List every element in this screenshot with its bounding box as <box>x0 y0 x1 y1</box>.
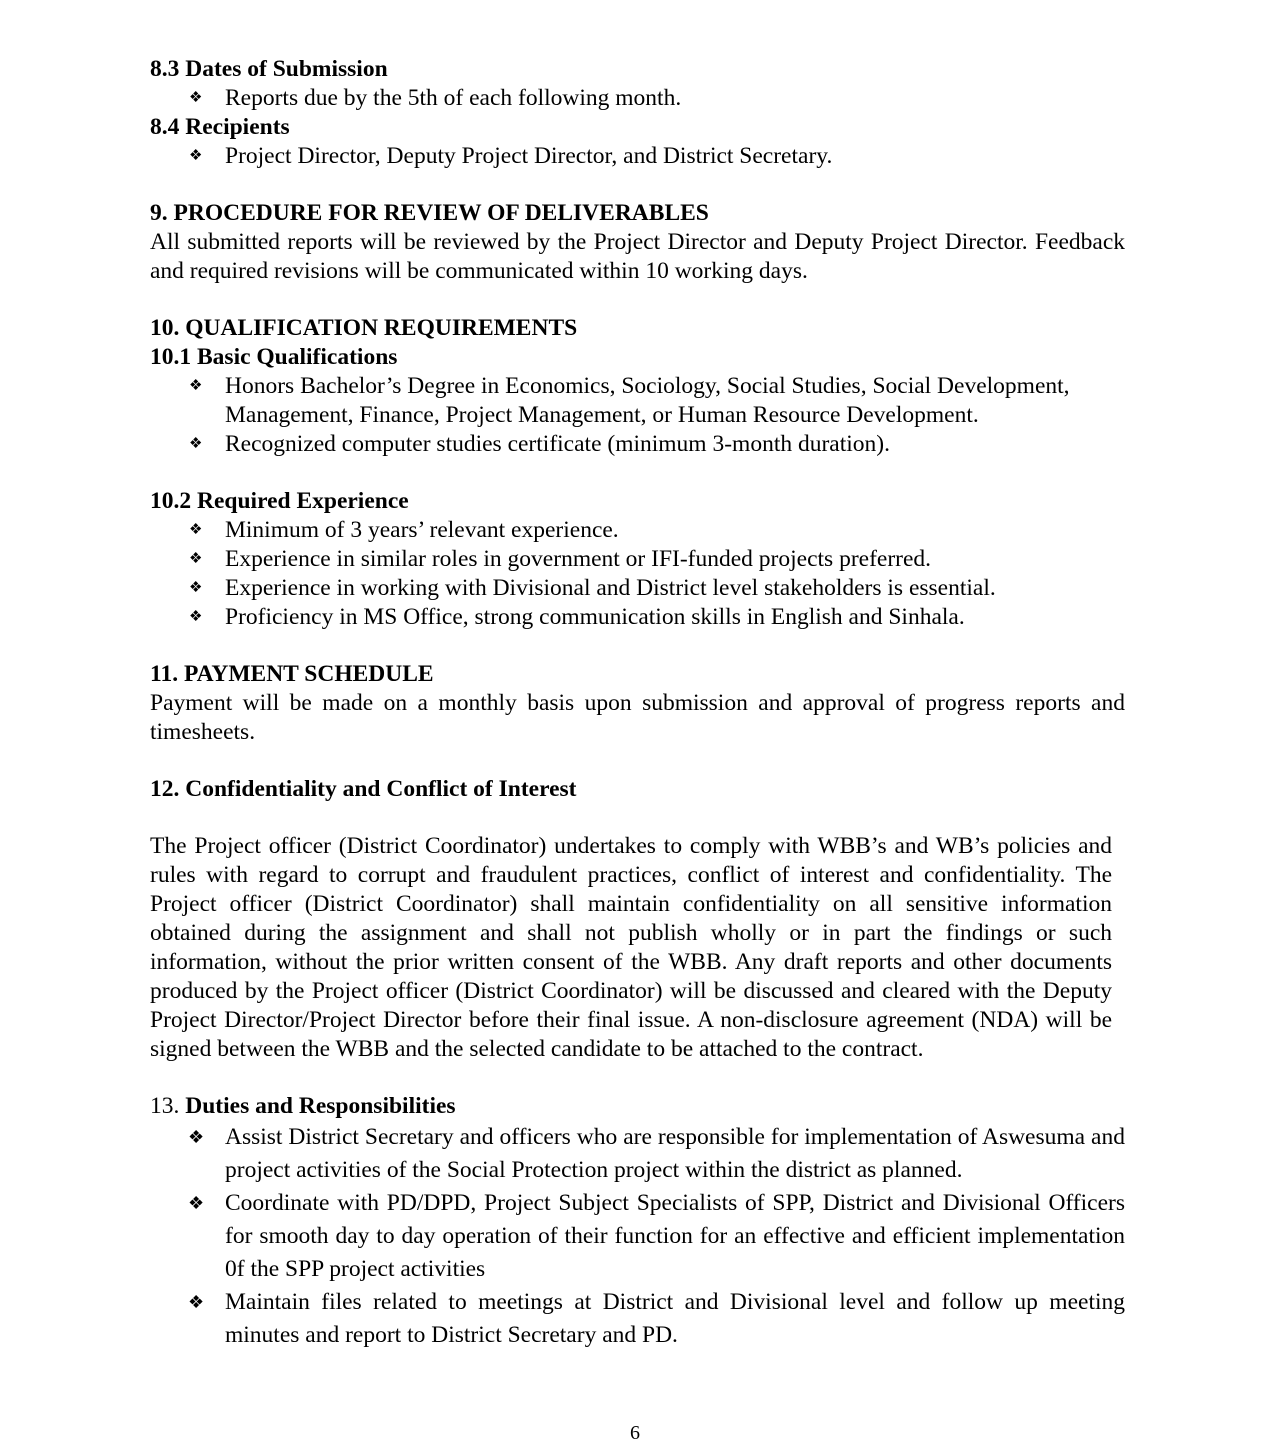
diamond-bullet-icon: ❖ <box>188 1193 205 1213</box>
heading-9: 9. PROCEDURE FOR REVIEW OF DELIVERABLES <box>150 200 709 226</box>
list-item: ❖ Project Director, Deputy Project Director, and District Secretary. <box>189 143 833 169</box>
diamond-bullet-icon: ❖ <box>189 580 203 596</box>
heading-10-2: 10.2 Required Experience <box>150 488 409 514</box>
heading-8-4: 8.4 Recipients <box>150 114 290 140</box>
list-item: ❖ Proficiency in MS Office, strong communication skills in English and Sinhala. <box>189 604 965 630</box>
heading-13-number: 13 <box>150 1093 174 1119</box>
list-8-3 <box>150 84 1125 113</box>
list-item: ❖ Coordinate with PD/DPD, Project Subject Specialists of SPP, District and Divisional Officers for smooth day to day operation of their function for an effective and efficient implementation 0f the SPP project activities <box>225 1187 1125 1286</box>
paragraph-9: All submitted reports will be reviewed by the Project Director and Deputy Project Director. Feedback and required revisions will be communicated within 10 working days. <box>150 229 1125 284</box>
diamond-bullet-icon: ❖ <box>188 1292 205 1312</box>
document-page <box>150 55 1125 1352</box>
list-item: ❖ Minimum of 3 years’ relevant experience. <box>189 517 619 543</box>
list-item: ❖ Honors Bachelor’s Degree in Economics, Sociology, Social Studies, Social Development, Management, Finance, Project Management, or Human Resource Development. <box>189 373 1070 428</box>
list-13 <box>150 1121 1125 1352</box>
paragraph-12: The Project officer (District Coordinator) undertakes to comply with WBB’s and WB’s policies and rules with regard to corrupt and fraudulent practices, conflict of interest and confidentiality. The Project officer (District Coordinator) shall maintain confidentiality on all sensitive information obtained during the assignment and shall not publish wholly or in part the findings or such information, without the prior written consent of the WBB. Any draft reports and other documents produced by the Project officer (District Coordinator) will be discussed and cleared with the Deputy Project Director/Project Director before their final issue. A non-disclosure agreement (NDA) will be signed between the WBB and the selected candidate to be attached to the contract. <box>150 833 1112 1062</box>
list-8-4 <box>150 142 1125 171</box>
list-10-1 <box>150 372 1125 459</box>
diamond-bullet-icon: ❖ <box>189 148 203 164</box>
heading-10-1: 10.1 Basic Qualifications <box>150 344 398 370</box>
page-number: 6 <box>630 1422 640 1444</box>
diamond-bullet-icon: ❖ <box>189 551 203 567</box>
diamond-bullet-icon: ❖ <box>189 378 203 394</box>
diamond-bullet-icon: ❖ <box>189 90 203 106</box>
heading-11: 11. PAYMENT SCHEDULE <box>150 661 434 687</box>
heading-13: 13. Duties and Responsibilities <box>150 1093 456 1119</box>
diamond-bullet-icon: ❖ <box>189 609 203 625</box>
heading-13-title: Duties and Responsibilities <box>185 1093 456 1119</box>
diamond-bullet-icon: ❖ <box>188 1127 205 1147</box>
heading-12: 12. Confidentiality and Conflict of Interest <box>150 776 577 802</box>
diamond-bullet-icon: ❖ <box>189 522 203 538</box>
heading-10: 10. QUALIFICATION REQUIREMENTS <box>150 315 578 341</box>
list-item: ❖ Maintain files related to meetings at District and Divisional level and follow up meeting minutes and report to District Secretary and PD. <box>225 1286 1125 1352</box>
list-10-2 <box>150 516 1125 632</box>
list-item: ❖ Recognized computer studies certificate (minimum 3-month duration). <box>189 431 890 457</box>
list-item: ❖ Experience in working with Divisional and District level stakeholders is essential. <box>189 575 996 601</box>
paragraph-11: Payment will be made on a monthly basis upon submission and approval of progress reports and timesheets. <box>150 690 1125 745</box>
list-item: ❖ Experience in similar roles in government or IFI-funded projects preferred. <box>189 546 932 572</box>
list-item: ❖ Reports due by the 5th of each following month. <box>189 85 682 111</box>
heading-8-3: 8.3 Dates of Submission <box>150 56 388 82</box>
diamond-bullet-icon: ❖ <box>189 436 203 452</box>
list-item: ❖ Assist District Secretary and officers who are responsible for implementation of Aswesuma and project activities of the Social Protection project within the district as planned. <box>225 1121 1125 1187</box>
